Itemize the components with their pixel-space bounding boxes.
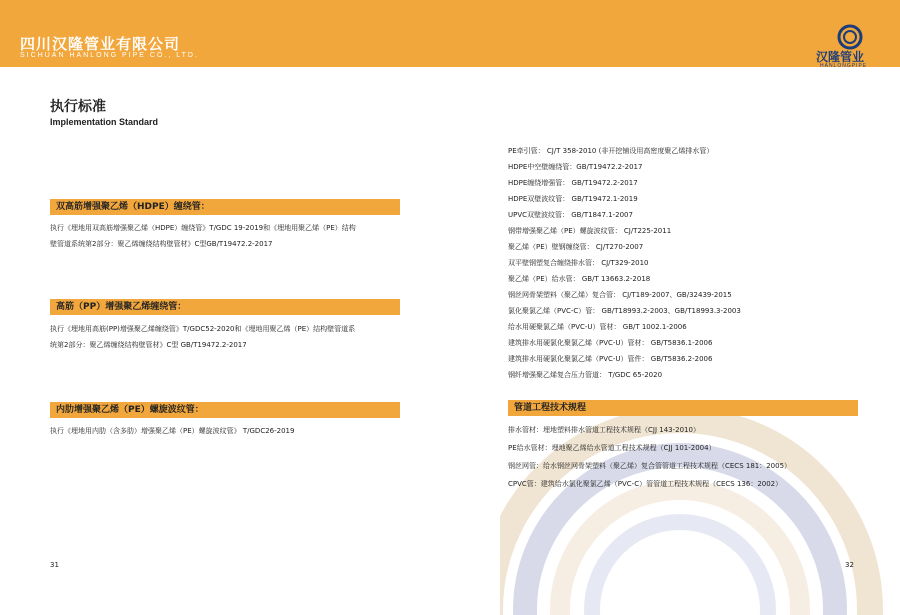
- logo-swirl-icon: [830, 24, 870, 50]
- list-item: 聚乙烯（PE）给水管： GB/T 13663.2-2018: [508, 275, 651, 283]
- logo-subtext: HANLONGPIPE: [820, 63, 868, 69]
- list-item: 钢丝网骨架塑料（聚乙烯）复合管： CJ/T189-2007、GB/32439-2015: [508, 291, 732, 299]
- list-item: 聚乙烯（PE）壁钢缠绕管： CJ/T270-2007: [508, 243, 644, 251]
- logo-text: 汉隆管业: [816, 50, 865, 64]
- list-item: CPVC管：建筑给水氯化聚氯乙烯（PVC-C）管管道工程技术规程（CECS 136：2002）: [508, 480, 783, 488]
- page-subtitle: Implementation Standard: [50, 117, 159, 127]
- list-item: 钢纤增强聚乙烯复合压力管道： T/GDC 65-2020: [508, 371, 663, 379]
- list-item: HDPE双壁波纹管： GB/T19472.1-2019: [508, 195, 638, 203]
- list-item: 排水管材：埋地塑料排水管道工程技术规程（CJJ 143-2010）: [508, 426, 700, 434]
- standards-list: [508, 143, 741, 383]
- text-line: 执行《埋地用内肋（含多肋）增强聚乙烯（PE）螺旋波纹管》 T/GDC26-2019: [50, 427, 295, 435]
- list-item: UPVC双壁波纹管： GB/T1847.1-2007: [508, 211, 633, 219]
- list-item: 建筑排水用硬氯化聚氯乙烯（PVC-U）管件： GB/T5836.2-2006: [508, 355, 713, 363]
- text-line: 壁管道系统第2部分：聚乙烯缠绕结构壁管材》C型GB/T19472.2-2017: [50, 240, 273, 248]
- specs-list: [508, 421, 791, 493]
- page-number-right: 32: [845, 561, 854, 569]
- list-item: HDPE中空壁缠绕管：GB/T19472.2-2017: [508, 163, 643, 171]
- list-item: 建筑排水用硬氯化聚氯乙烯（PVC-U）管材： GB/T5836.1-2006: [508, 339, 713, 347]
- header-bar: [0, 0, 900, 67]
- section-text-pe: [50, 423, 400, 439]
- list-item: PE牵引管： CJ/T 358-2010 (非开挖铺设用高密度聚乙烯排水管）: [508, 147, 714, 155]
- list-item: 给水用硬聚氯乙烯（PVC-U）管材： GB/T 1002.1-2006: [508, 323, 687, 331]
- list-item: PE给水管材：埋地聚乙烯给水管道工程技术规程（CJJ 101-2004）: [508, 444, 716, 452]
- text-line: 执行《埋地用高筋(PP)增强聚乙烯缠绕管》T/GDC52-2020和《埋地用聚乙烯（PE）结构壁管道系: [50, 325, 356, 333]
- section-heading-specs: 管道工程技术规程: [508, 400, 858, 416]
- list-item: 钢丝网管：给水钢丝网骨架塑料（聚乙烯）复合管管道工程技术规程（CECS 181：2005）: [508, 462, 792, 470]
- section-heading-pp: 高筋（PP）增强聚乙烯缠绕管：: [50, 299, 400, 315]
- section-text-hdpe: [50, 220, 400, 252]
- text-line: 执行《埋地用双高筋增强聚乙烯（HDPE）缠绕管》T/GDC 19-2019和《埋地用聚乙烯（PE）结构: [50, 224, 356, 232]
- company-name-cn: 四川汉隆管业有限公司: [20, 35, 181, 53]
- company-logo: [812, 24, 892, 68]
- list-item: HDPE缠绕增强管： GB/T19472.2-2017: [508, 179, 638, 187]
- page-title: 执行标准: [50, 99, 106, 115]
- section-text-pp: [50, 321, 400, 353]
- list-item: 钢带增强聚乙烯（PE）螺旋波纹管： CJ/T225-2011: [508, 227, 672, 235]
- section-heading-hdpe: 双高筋增强聚乙烯（HDPE）缠绕管：: [50, 199, 400, 215]
- company-name-en: SICHUAN HANLONG PIPE CO., LTD.: [20, 52, 199, 59]
- section-heading-pe: 内肋增强聚乙烯（PE）螺旋波纹管：: [50, 402, 400, 418]
- list-item: 氯化聚氯乙烯（PVC-C）管： GB/T18993.2-2003、GB/T18993.3-2003: [508, 307, 741, 315]
- text-line: 统第2部分：聚乙烯缠绕结构壁管材》C型 GB/T19472.2-2017: [50, 341, 247, 349]
- list-item: 双平壁钢塑复合缠绕排水管： CJ/T329-2010: [508, 259, 649, 267]
- page-number-left: 31: [50, 561, 59, 569]
